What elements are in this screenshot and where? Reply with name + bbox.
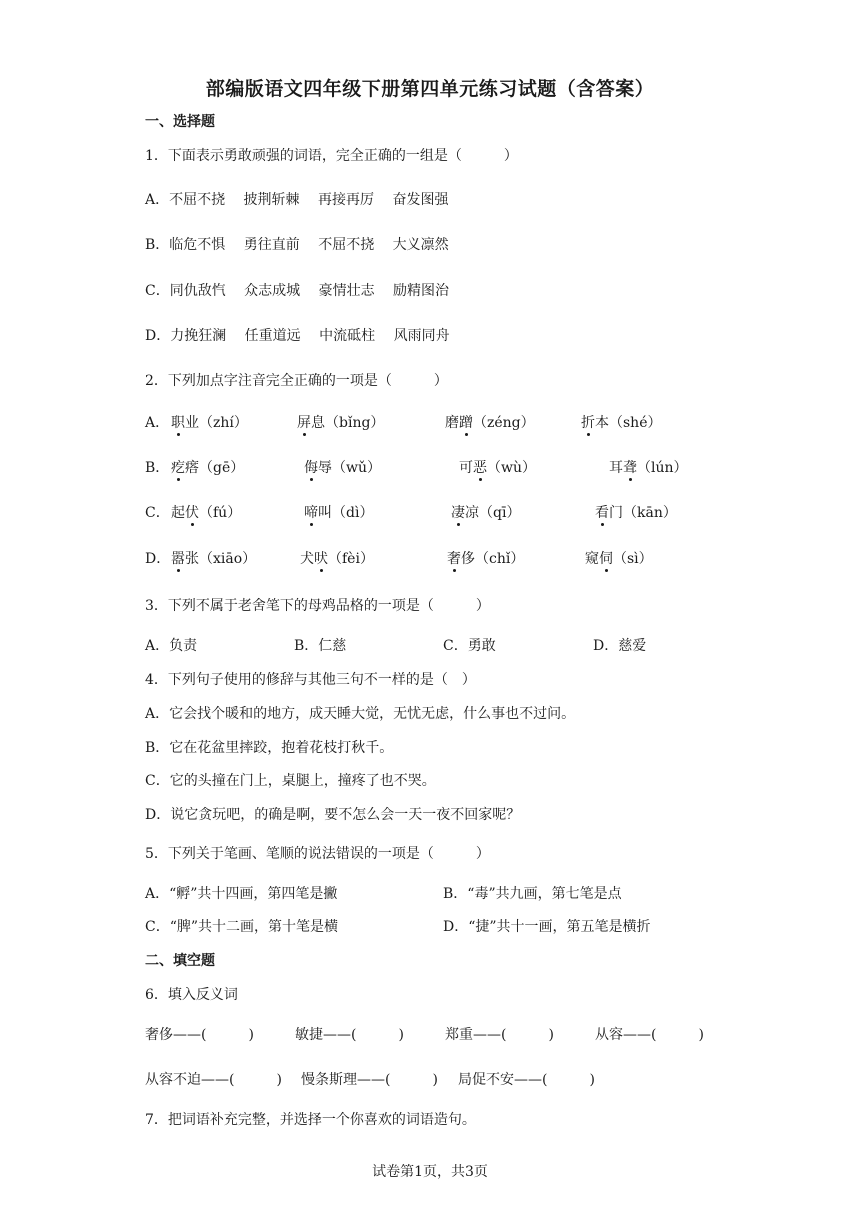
pinyin-item-prefix: 磨	[445, 415, 459, 431]
antonym-item: 奢侈——( )	[145, 1027, 254, 1043]
question-3-stem: 3．下列不属于老舍笔下的母鸡品格的一项是（ ）	[145, 598, 490, 614]
pinyin-item-prefix: 耳	[609, 460, 623, 476]
antonym-item: 从容——( )	[595, 1027, 704, 1043]
document-title: 部编版语文四年级下册第四单元练习试题（含答案）	[205, 78, 655, 100]
pinyin-item	[171, 550, 256, 568]
question-5-option-d: D．“捷”共十一画，第五笔是横折	[443, 919, 651, 935]
emphasized-character: 恶	[473, 460, 487, 476]
antonym-item: 从容不迫——( )	[145, 1072, 282, 1088]
pinyin-item	[445, 414, 535, 432]
question-6-stem: 6．填入反义词	[145, 987, 238, 1003]
question-4-option-a: A．它会找个暖和的地方，成天睡大觉，无忧无虑，什么事也不过问。	[145, 706, 576, 722]
pinyin-item-suffix: 张（xiāo）	[185, 551, 257, 567]
pinyin-item	[171, 459, 244, 477]
question-1-option-c: C．同仇敌忾 众志成城 豪情壮志 励精图治	[145, 283, 450, 299]
page-footer: 试卷第1页，共3页	[372, 1164, 488, 1180]
pinyin-item	[300, 550, 374, 568]
question-1-option-a: A．不屈不挠 披荆斩棘 再接再厉 奋发图强	[145, 192, 449, 208]
pinyin-item-prefix: 可	[459, 460, 473, 476]
emphasized-character: 伏	[185, 505, 199, 521]
emphasized-character: 奢	[447, 551, 461, 567]
question-4-option-c: C．它的头撞在门上，桌腿上，撞疼了也不哭。	[145, 773, 436, 789]
pinyin-item	[585, 550, 653, 568]
question-1-option-d: D．力挽狂澜 任重道远 中流砥柱 风雨同舟	[145, 328, 450, 344]
question-2-option-label: A．	[145, 415, 170, 431]
question-4-option-d: D．说它贪玩吧，的确是啊，要不怎么会一天一夜不回家呢？	[145, 807, 521, 823]
pinyin-item-suffix: 辱（wǔ）	[318, 460, 381, 476]
pinyin-item-suffix: 凉（qī）	[465, 505, 521, 521]
question-3-option-b: B．仁慈	[294, 638, 347, 654]
section-heading-choice: 一、选择题	[145, 114, 215, 130]
question-4-option-b: B．它在花盆里摔跤，抱着花枝打秋千。	[145, 740, 394, 756]
question-7-stem: 7．把词语补充完整，并选择一个你喜欢的词语造句。	[145, 1112, 476, 1128]
pinyin-item	[459, 459, 536, 477]
pinyin-item-suffix: 门（kān）	[609, 505, 677, 521]
pinyin-item-suffix: （fú）	[199, 505, 242, 521]
antonym-item: 敏捷——( )	[295, 1027, 404, 1043]
pinyin-item-suffix: （lún）	[637, 460, 688, 476]
pinyin-item-suffix: 息（bǐng）	[311, 415, 385, 431]
question-2-option-label: C．	[145, 505, 170, 521]
question-3-option-d: D．慈爱	[593, 638, 647, 654]
emphasized-character: 折	[581, 415, 595, 431]
pinyin-item-suffix: （wù）	[487, 460, 536, 476]
pinyin-item-suffix: （zéng）	[473, 415, 535, 431]
emphasized-character: 啼	[304, 505, 318, 521]
emphasized-character: 蹭	[459, 415, 473, 431]
question-4-stem: 4．下列句子使用的修辞与其他三句不一样的是（ ）	[145, 672, 476, 688]
question-3-option-a: A．负责	[145, 638, 198, 654]
pinyin-item	[297, 414, 384, 432]
question-2-option-label: B．	[145, 460, 170, 476]
pinyin-item-suffix: 瘩（gē）	[185, 460, 245, 476]
antonym-item: 郑重——( )	[445, 1027, 554, 1043]
antonym-item: 局促不安——( )	[458, 1072, 595, 1088]
emphasized-character: 疙	[171, 460, 185, 476]
pinyin-item	[451, 504, 520, 522]
pinyin-item-prefix: 犬	[300, 551, 314, 567]
pinyin-item	[609, 459, 688, 477]
pinyin-item-suffix: 侈（chǐ）	[461, 551, 525, 567]
emphasized-character: 职	[171, 415, 185, 431]
pinyin-item-suffix: （fèi）	[328, 551, 374, 567]
pinyin-item	[171, 504, 241, 522]
question-5-stem: 5．下列关于笔画、笔顺的说法错误的一项是（ ）	[145, 846, 490, 862]
question-5-option-c: C．“脾”共十二画，第十笔是横	[145, 919, 339, 935]
antonym-item: 慢条斯理——( )	[301, 1072, 438, 1088]
pinyin-item	[447, 550, 524, 568]
pinyin-item	[171, 414, 248, 432]
question-2-option-label: D．	[145, 551, 171, 567]
pinyin-item	[304, 504, 373, 522]
question-3-option-c: C．勇敢	[443, 638, 496, 654]
emphasized-character: 侮	[304, 460, 318, 476]
emphasized-character: 吠	[314, 551, 328, 567]
emphasized-character: 嚣	[171, 551, 185, 567]
emphasized-character: 看	[595, 505, 609, 521]
emphasized-character: 屏	[297, 415, 311, 431]
pinyin-item-prefix: 窥	[585, 551, 599, 567]
section-heading-fill: 二、填空题	[145, 953, 215, 969]
emphasized-character: 凄	[451, 505, 465, 521]
question-2-stem: 2．下列加点字注音完全正确的一项是（ ）	[145, 373, 448, 389]
pinyin-item	[595, 504, 677, 522]
emphasized-character: 聋	[623, 460, 637, 476]
pinyin-item-suffix: （sì）	[613, 551, 653, 567]
question-5-option-a: A．“孵”共十四画，第四笔是撇	[145, 886, 338, 902]
pinyin-item-prefix: 起	[171, 505, 185, 521]
pinyin-item	[581, 414, 662, 432]
question-1-stem: 1．下面表示勇敢顽强的词语，完全正确的一组是（ ）	[145, 148, 518, 164]
pinyin-item-suffix: 本（shé）	[595, 415, 662, 431]
pinyin-item-suffix: 叫（dì）	[318, 505, 374, 521]
question-1-option-b: B．临危不惧 勇往直前 不屈不挠 大义凛然	[145, 237, 449, 253]
pinyin-item	[304, 459, 381, 477]
emphasized-character: 伺	[599, 551, 613, 567]
pinyin-item-suffix: 业（zhí）	[185, 415, 248, 431]
question-5-option-b: B．“毒”共九画，第七笔是点	[443, 886, 622, 902]
